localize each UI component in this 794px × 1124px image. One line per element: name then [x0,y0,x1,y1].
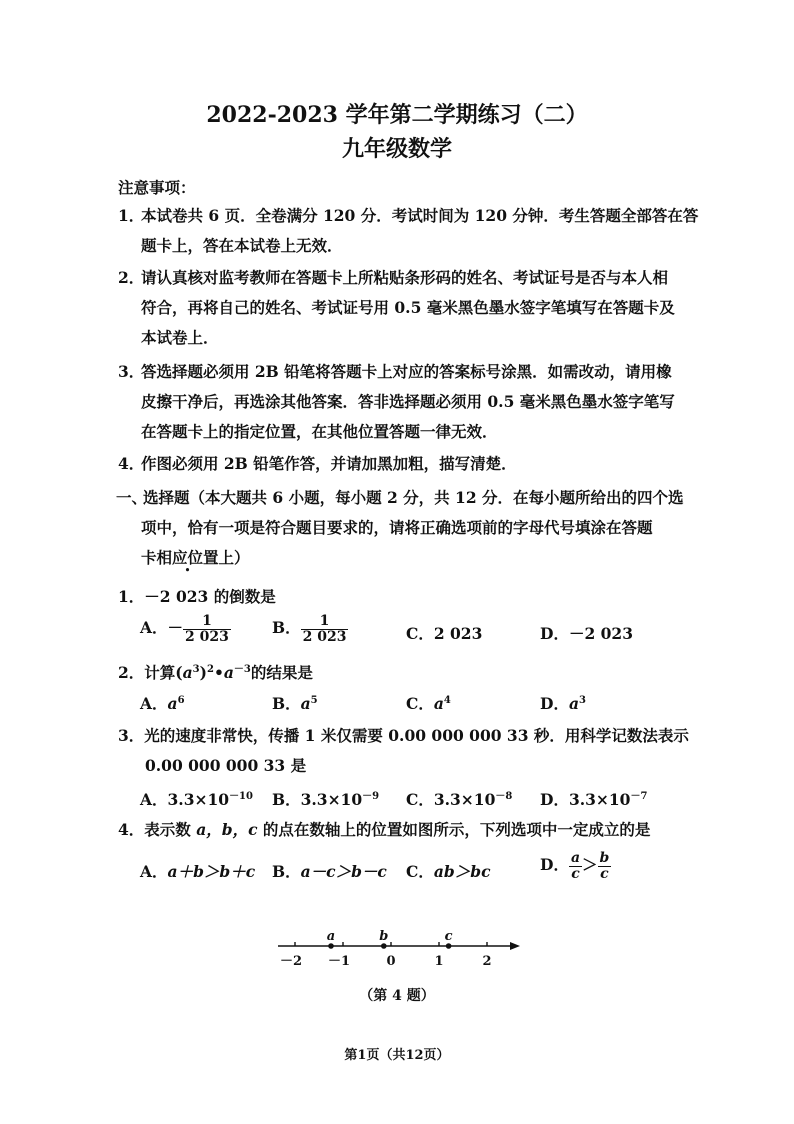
option-a[interactable]: A．$3.3\times 10^{-10}$ [140,790,253,810]
point-label: b [379,929,389,944]
fraction: $\frac{a}{c}$ [570,850,581,882]
section-number: 一、 [116,488,148,507]
option-a[interactable]: A．－ $\frac{1}{2 023}$ [140,613,229,645]
option-c[interactable]: C．ab＞bc [406,862,491,881]
option-a[interactable]: A．$a^6$ [140,694,185,713]
note-line: 本试卷上． [141,328,219,347]
note-line: 题卡上，答在本试卷上无效． [141,236,343,255]
emphasized-text: 卡相应位置上 • [141,548,234,567]
option-b[interactable]: B． $\frac{1}{2 023}$ [272,613,347,645]
question-stem-cont: 0.00 000 000 33 是 [145,756,307,775]
option-d[interactable]: D．$3.3\times 10^{-7}$ [540,790,648,810]
question-stem: 4．表示数 a，b，c 的点在数轴上的位置如图所示，下列选项中一定成立的是 [118,820,651,839]
section-line: 选择题（本大题共 6 小题，每小题 2 分，共 12 分．在每小题所给出的四个选 [143,488,684,507]
tick-label: －2 [279,954,303,969]
option-c[interactable]: C．$a^4$ [406,694,451,713]
fraction: $\frac{1}{2 023}$ [185,613,229,645]
note-number: 4． [118,454,145,473]
point-label: a [326,929,336,944]
notes-heading: 注意事项： [118,178,196,197]
number-line-figure [260,924,530,974]
option-b[interactable]: B．$a^5$ [272,694,318,713]
question-stem: 2．计算$(a^3)^2•a^{-3}$的结果是 [118,663,313,683]
exam-subtitle: 九年级数学 [341,136,452,162]
tick-label: 2 [482,954,492,969]
fraction: $\frac{b}{c}$ [599,850,610,882]
option-b[interactable]: B．a－c＞b－c [272,862,387,881]
option-c[interactable]: C．2 023 [406,624,483,643]
note-line: 在答题卡上的指定位置，在其他位置答题一律无效． [141,422,498,441]
note-line: 答选择题必须用 2B 铅笔将答题卡上对应的答案标号涂黑．如需改动，请用橡 [141,362,672,381]
point-label: c [444,929,453,944]
point-a [328,943,334,949]
option-d[interactable]: D．$a^3$ [540,694,586,713]
option-d[interactable]: D． $\frac{a}{c}$ ＞ $\frac{b}{c}$ [540,850,610,882]
point-c [446,943,452,949]
note-line: 本试卷共 6 页．全卷满分 120 分．考试时间为 120 分钟．考生答题全部答在答 [141,206,699,225]
fraction: $\frac{1}{2 023}$ [302,613,347,645]
figure-caption: （第 4 题） [359,988,435,1004]
section-line: 项中，恰有一项是符合题目要求的，请将正确选项前的字母代号填涂在答题 [141,518,653,537]
point-b [381,943,387,949]
option-d[interactable]: D．－2 023 [540,624,633,643]
arrowhead-icon [510,942,520,950]
question-stem: 1．－2 023 的倒数是 [118,587,276,606]
option-a[interactable]: A．a＋b＞b＋c [140,862,256,881]
note-number: 2． [118,268,145,287]
note-line: 符合，再将自己的姓名、考试证号用 0.5 毫米黑色墨水签字笔填写在答题卡及 [141,298,675,317]
page-footer: 第1页（共12页） [344,1048,450,1063]
note-number: 3． [118,362,145,381]
note-line: 作图必须用 2B 铅笔作答，并请加黑加粗，描写清楚． [141,454,517,473]
tick-label: 1 [434,954,444,969]
option-b[interactable]: B．$3.3\times 10^{-9}$ [272,790,380,810]
note-line: 皮擦干净后，再选涂其他答案．答非选择题必须用 0.5 毫米黑色墨水签字笔写 [141,392,675,411]
section-line: 卡相应位置上 •） [141,546,250,568]
tick-label: 0 [386,954,396,969]
note-line: 请认真核对监考教师在答题卡上所粘贴条形码的姓名、考试证号是否与本人相 [141,268,669,287]
exam-title: 2022-2023 学年第二学期练习（二） [206,102,588,128]
option-c[interactable]: C．$3.3\times 10^{-8}$ [406,790,513,810]
tick-label: －1 [327,954,351,969]
note-number: 1． [118,206,145,225]
question-stem: 3．光的速度非常快，传播 1 米仅需要 0.00 000 000 33 秒．用科学记数法表示 [118,726,689,745]
